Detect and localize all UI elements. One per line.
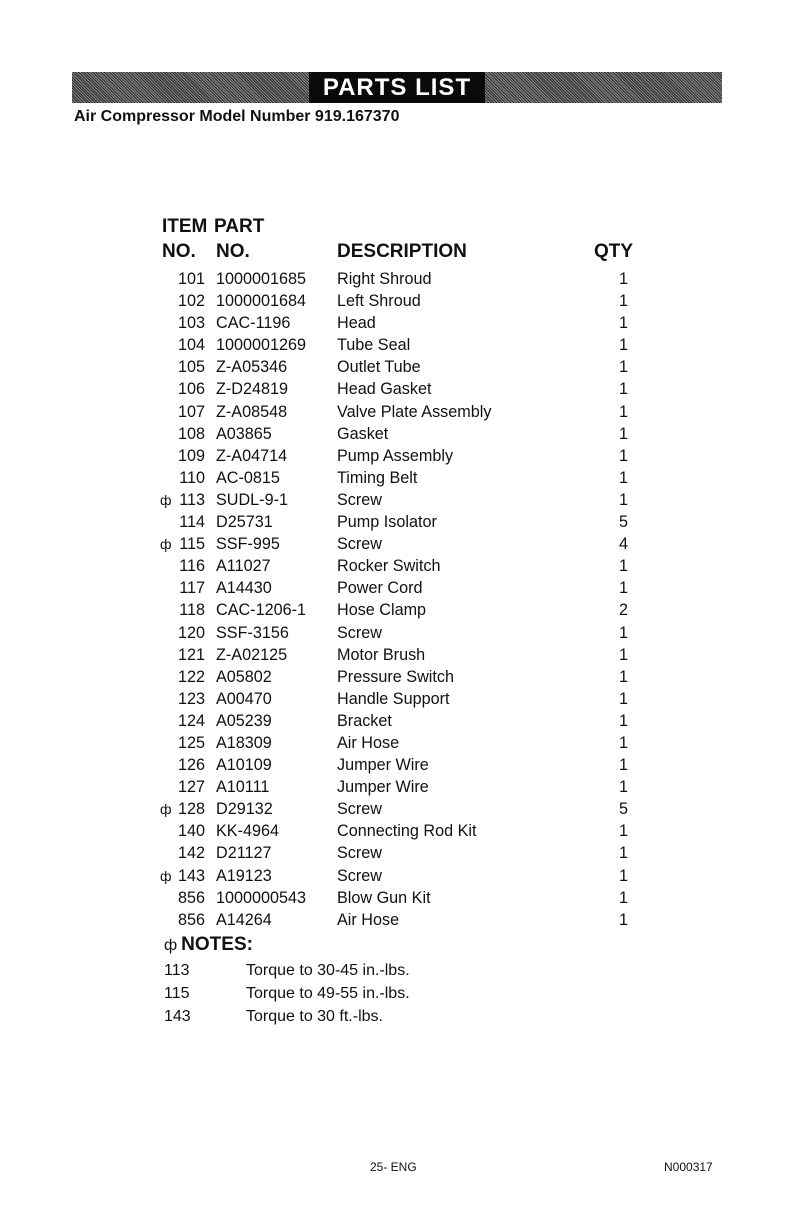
part-number: A14430: [216, 579, 272, 598]
table-row: [160, 666, 640, 688]
item-number: 108: [177, 424, 205, 443]
part-quantity: 1: [618, 778, 628, 797]
model-subtitle: Air Compressor Model Number 919.167370: [74, 108, 400, 125]
part-description: Power Cord: [337, 579, 423, 598]
document-code: N000317: [664, 1160, 713, 1174]
item-number: 116: [179, 557, 205, 576]
item-number: 104: [177, 336, 205, 355]
header-item-top: ITEM: [162, 216, 208, 237]
part-number: 1000000543: [216, 888, 307, 907]
part-description: Valve Plate Assembly: [337, 402, 492, 421]
part-number: A05802: [216, 667, 272, 686]
part-description: Timing Belt: [337, 468, 418, 487]
part-number: CAC-1196: [216, 314, 291, 333]
item-number: 102: [177, 292, 205, 311]
part-quantity: 1: [618, 402, 628, 421]
part-description: Gasket: [337, 424, 389, 443]
part-description: Jumper Wire: [337, 756, 429, 775]
part-description: Screw: [337, 623, 382, 642]
notes-heading: [164, 934, 253, 956]
part-quantity: 1: [618, 822, 628, 841]
part-quantity: 1: [618, 490, 628, 509]
item-number: 124: [177, 711, 205, 730]
part-quantity: 1: [618, 910, 628, 929]
part-number: SUDL-9-1: [216, 490, 288, 509]
table-row: [160, 644, 640, 666]
table-row: [160, 798, 640, 820]
notes-title: NOTES:: [181, 934, 253, 955]
table-row: [160, 533, 640, 555]
note-item: 115: [164, 985, 190, 1002]
table-row: [160, 599, 640, 621]
part-quantity: 1: [618, 292, 628, 311]
part-quantity: 1: [618, 645, 628, 664]
part-number: A05239: [216, 711, 272, 730]
table-row: [160, 312, 640, 334]
item-number: 110: [179, 468, 205, 487]
part-description: Pump Isolator: [337, 513, 437, 532]
item-number: 142: [177, 844, 205, 863]
note-item: 143: [164, 1008, 191, 1025]
item-number: 856: [177, 888, 205, 907]
item-number: 101: [177, 270, 205, 288]
part-quantity: 1: [618, 270, 628, 288]
part-quantity: 5: [618, 800, 628, 819]
table-row: [160, 268, 640, 290]
part-description: Screw: [337, 844, 382, 863]
note-marker: ф: [160, 491, 172, 508]
note-line: [164, 1008, 383, 1026]
note-text: Torque to 30-45 in.-lbs.: [246, 962, 410, 979]
header-item-no: NO.: [162, 241, 196, 262]
item-number: 123: [177, 689, 205, 708]
part-description: Pressure Switch: [337, 667, 454, 686]
part-number: A10109: [216, 756, 272, 775]
part-number: 1000001685: [216, 270, 307, 288]
part-quantity: 5: [618, 513, 628, 532]
part-number: D25731: [216, 513, 273, 532]
part-quantity: 1: [618, 358, 628, 377]
item-number: 140: [177, 822, 205, 841]
part-description: Screw: [337, 866, 382, 885]
part-quantity: 4: [618, 535, 628, 554]
table-row: [160, 820, 640, 842]
item-number: 120: [177, 623, 205, 642]
item-number: 107: [177, 402, 205, 421]
table-row: [160, 401, 640, 423]
item-number: 856: [177, 910, 205, 929]
item-number: 115: [179, 535, 205, 554]
item-number: 103: [177, 314, 205, 333]
part-description: Rocker Switch: [337, 557, 441, 576]
part-description: Head: [337, 314, 376, 333]
note-text: Torque to 49-55 in.-lbs.: [246, 985, 410, 1002]
item-number: 117: [179, 579, 205, 598]
part-number: 1000001684: [216, 292, 307, 311]
table-row: [160, 842, 640, 864]
item-number: 114: [179, 513, 205, 532]
part-quantity: 1: [618, 424, 628, 443]
part-number: Z-A08548: [216, 402, 288, 421]
part-description: Head Gasket: [337, 380, 432, 399]
table-row: [160, 378, 640, 400]
part-number: A14264: [216, 910, 272, 929]
part-quantity: 1: [618, 314, 628, 333]
part-description: Left Shroud: [337, 292, 421, 311]
note-marker: ф: [160, 801, 172, 818]
note-line: [164, 962, 410, 980]
item-number: 113: [179, 490, 205, 509]
part-quantity: 1: [618, 756, 628, 775]
part-number: A00470: [216, 689, 272, 708]
table-row: [160, 909, 640, 931]
item-number: 118: [179, 601, 205, 620]
part-description: Air Hose: [337, 910, 400, 929]
table-row: [160, 511, 640, 533]
part-number: A11027: [216, 557, 271, 576]
header-description: DESCRIPTION: [337, 241, 467, 262]
part-number: A10111: [216, 778, 270, 797]
part-quantity: 1: [618, 888, 628, 907]
item-number: 126: [177, 756, 205, 775]
table-row: [160, 555, 640, 577]
part-description: Screw: [337, 800, 382, 819]
part-description: Outlet Tube: [337, 358, 421, 377]
item-number: 122: [177, 667, 205, 686]
page-number: 25- ENG: [370, 1160, 417, 1174]
part-description: Screw: [337, 490, 382, 509]
part-description: Hose Clamp: [337, 601, 427, 620]
part-number: A19123: [216, 866, 272, 885]
header-part-top: PART: [214, 216, 265, 237]
item-number: 106: [177, 380, 205, 399]
note-line: [164, 985, 410, 1003]
part-number: Z-A02125: [216, 645, 288, 664]
part-description: Connecting Rod Kit: [337, 822, 477, 841]
part-description: Pump Assembly: [337, 446, 454, 465]
table-row: [160, 445, 640, 467]
part-quantity: 1: [618, 579, 628, 598]
table-row: [160, 290, 640, 312]
part-number: AC-0815: [216, 468, 280, 487]
part-quantity: 1: [618, 866, 628, 885]
part-number: D21127: [216, 844, 272, 863]
note-marker: ф: [160, 867, 172, 884]
table-row: [160, 577, 640, 599]
part-quantity: 1: [618, 711, 628, 730]
part-number: A18309: [216, 733, 272, 752]
note-item: 113: [164, 962, 190, 979]
part-number: D29132: [216, 800, 273, 819]
part-description: Jumper Wire: [337, 778, 429, 797]
table-row: [160, 688, 640, 710]
part-quantity: 1: [618, 468, 628, 487]
part-number: Z-A05346: [216, 358, 288, 377]
part-quantity: 1: [618, 733, 628, 752]
title-banner: [72, 72, 722, 103]
part-description: Tube Seal: [337, 336, 411, 355]
table-row: [160, 865, 640, 887]
header-part-no: NO.: [216, 241, 250, 262]
part-description: Motor Brush: [337, 645, 426, 664]
item-number: 125: [177, 733, 205, 752]
note-marker: ф: [160, 536, 172, 553]
part-quantity: 1: [618, 557, 628, 576]
item-number: 127: [177, 778, 205, 797]
table-row: [160, 710, 640, 732]
table-row: [160, 334, 640, 356]
table-row: [160, 622, 640, 644]
table-row: [160, 754, 640, 776]
note-text: Torque to 30 ft.-lbs.: [246, 1008, 383, 1025]
part-quantity: 1: [618, 380, 628, 399]
header-qty: QTY: [594, 241, 634, 262]
table-row: [160, 423, 640, 445]
item-number: 109: [177, 446, 205, 465]
part-number: CAC-1206-1: [216, 601, 306, 620]
table-row: [160, 467, 640, 489]
part-number: SSF-3156: [216, 623, 289, 642]
part-quantity: 1: [618, 336, 628, 355]
page-title: PARTS LIST: [309, 72, 485, 103]
part-quantity: 2: [618, 601, 628, 620]
part-quantity: 1: [618, 446, 628, 465]
table-row: [160, 732, 640, 754]
part-number: Z-D24819: [216, 380, 288, 399]
item-number: 105: [177, 358, 205, 377]
table-row: [160, 776, 640, 798]
part-description: Handle Support: [337, 689, 450, 708]
table-row: [160, 489, 640, 511]
part-quantity: 1: [618, 689, 628, 708]
part-quantity: 1: [618, 623, 628, 642]
item-number: 143: [177, 866, 205, 885]
part-number: 1000001269: [216, 336, 307, 355]
part-description: Screw: [337, 535, 382, 554]
part-description: Air Hose: [337, 733, 400, 752]
part-description: Right Shroud: [337, 270, 432, 288]
part-number: A03865: [216, 424, 272, 443]
part-quantity: 1: [618, 844, 628, 863]
notes-symbol: ф: [164, 937, 178, 954]
part-description: Bracket: [337, 711, 392, 730]
part-number: KK-4964: [216, 822, 279, 841]
part-quantity: 1: [618, 667, 628, 686]
part-number: Z-A04714: [216, 446, 288, 465]
parts-table: [160, 268, 640, 931]
part-number: SSF-995: [216, 535, 280, 554]
item-number: 121: [177, 645, 205, 664]
part-description: Blow Gun Kit: [337, 888, 431, 907]
table-row: [160, 887, 640, 909]
item-number: 128: [177, 800, 205, 819]
table-row: [160, 356, 640, 378]
